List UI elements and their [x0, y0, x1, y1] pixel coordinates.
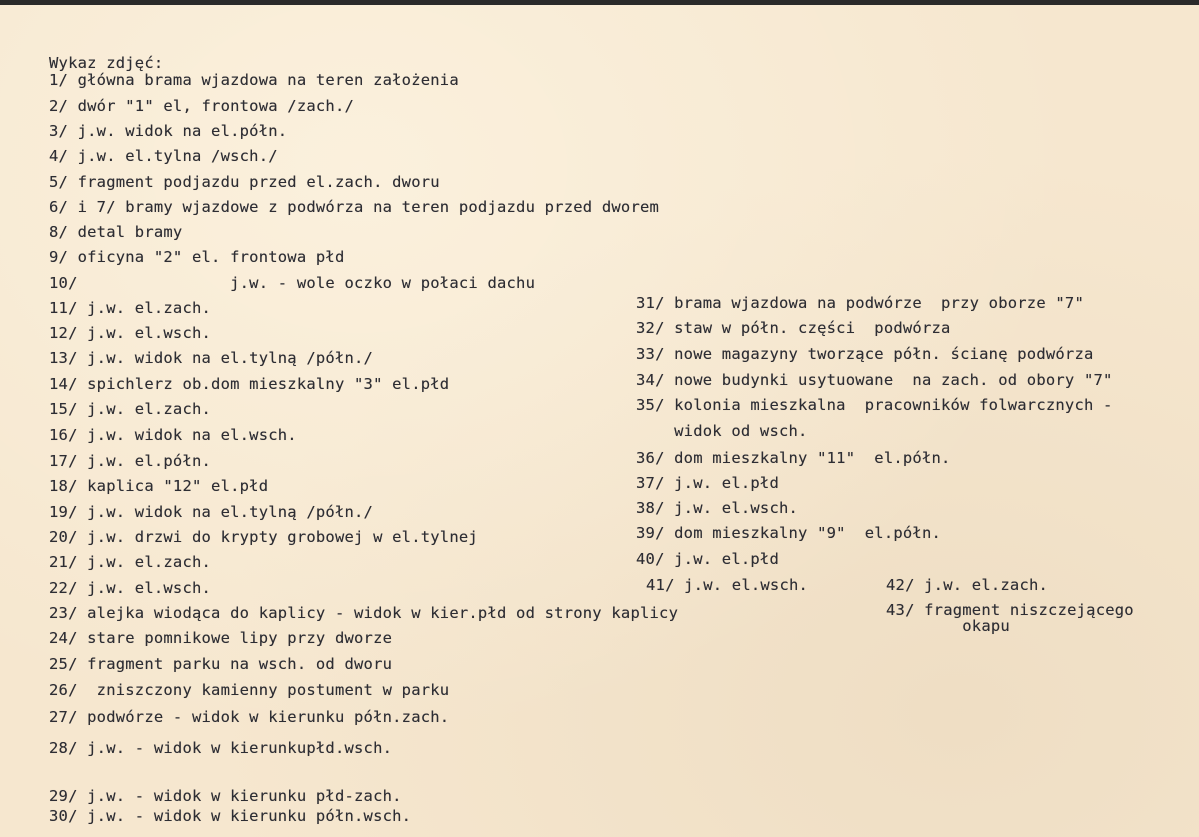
list-item: 41/ j.w. el.wsch.: [646, 576, 809, 594]
list-item: 28/ j.w. - widok w kierunkupłd.wsch.: [49, 739, 393, 757]
list-item: 29/ j.w. - widok w kierunku płd-zach.: [49, 787, 402, 805]
list-item: 36/ dom mieszkalny "11" el.półn.: [636, 449, 951, 467]
list-item: 10/ j.w. - wole oczko w połaci dachu: [49, 274, 536, 292]
list-item: 17/ j.w. el.półn.: [49, 452, 212, 470]
list-item: 23/ alejka wiodąca do kaplicy - widok w kier.płd od strony kaplicy: [49, 604, 679, 622]
list-item: 42/ j.w. el.zach.: [886, 576, 1049, 594]
list-item: 3/ j.w. widok na el.półn.: [49, 122, 288, 140]
list-item: 32/ staw w półn. części podwórza: [636, 319, 951, 337]
list-item: 40/ j.w. el.płd: [636, 550, 779, 568]
scan-top-edge: [0, 0, 1199, 5]
list-item: 9/ oficyna "2" el. frontowa płd: [49, 248, 345, 266]
list-item: 43/ fragment niszczejącego: [886, 601, 1134, 619]
list-item: 13/ j.w. widok na el.tylną /półn./: [49, 349, 374, 367]
list-item: 12/ j.w. el.wsch.: [49, 324, 212, 342]
list-item: 21/ j.w. el.zach.: [49, 553, 212, 571]
list-item: 5/ fragment podjazdu przed el.zach. dworu: [49, 173, 440, 191]
document-title: Wykaz zdjęć:: [49, 54, 164, 72]
list-item: 31/ brama wjazdowa na podwórze przy oborze "7": [636, 294, 1084, 312]
list-item: 8/ detal bramy: [49, 223, 183, 241]
list-item: 22/ j.w. el.wsch.: [49, 579, 212, 597]
list-item: 16/ j.w. widok na el.wsch.: [49, 426, 297, 444]
list-item: 25/ fragment parku na wsch. od dworu: [49, 655, 393, 673]
list-item: 20/ j.w. drzwi do krypty grobowej w el.tylnej: [49, 528, 478, 546]
list-item: 14/ spichlerz ob.dom mieszkalny "3" el.płd: [49, 375, 450, 393]
list-item: 38/ j.w. el.wsch.: [636, 499, 799, 517]
list-item: 24/ stare pomnikowe lipy przy dworze: [49, 629, 393, 647]
list-item: 37/ j.w. el.płd: [636, 474, 779, 492]
list-item: 34/ nowe budynki usytuowane na zach. od obory "7": [636, 371, 1113, 389]
list-item: 33/ nowe magazyny tworzące półn. ścianę podwórza: [636, 345, 1094, 363]
list-item: 4/ j.w. el.tylna /wsch./: [49, 147, 278, 165]
list-item: 19/ j.w. widok na el.tylną /półn./: [49, 503, 374, 521]
list-item-continuation: widok od wsch.: [636, 422, 808, 440]
list-item: 35/ kolonia mieszkalna pracowników folwarcznych -: [636, 396, 1113, 414]
list-item: 6/ i 7/ bramy wjazdowe z podwórza na teren podjazdu przed dworem: [49, 198, 660, 216]
list-item-continuation: okapu: [886, 617, 1010, 635]
list-item: 27/ podwórze - widok w kierunku półn.zach.: [49, 708, 450, 726]
list-item: 15/ j.w. el.zach.: [49, 400, 212, 418]
list-item: 39/ dom mieszkalny "9" el.półn.: [636, 524, 942, 542]
list-item: 2/ dwór "1" el, frontowa /zach./: [49, 97, 355, 115]
list-item: 18/ kaplica "12" el.płd: [49, 477, 269, 495]
list-item: 11/ j.w. el.zach.: [49, 299, 212, 317]
list-item: 30/ j.w. - widok w kierunku półn.wsch.: [49, 807, 412, 825]
list-item: 26/ zniszczony kamienny postument w parku: [49, 681, 450, 699]
list-item: 1/ główna brama wjazdowa na teren założenia: [49, 71, 459, 89]
